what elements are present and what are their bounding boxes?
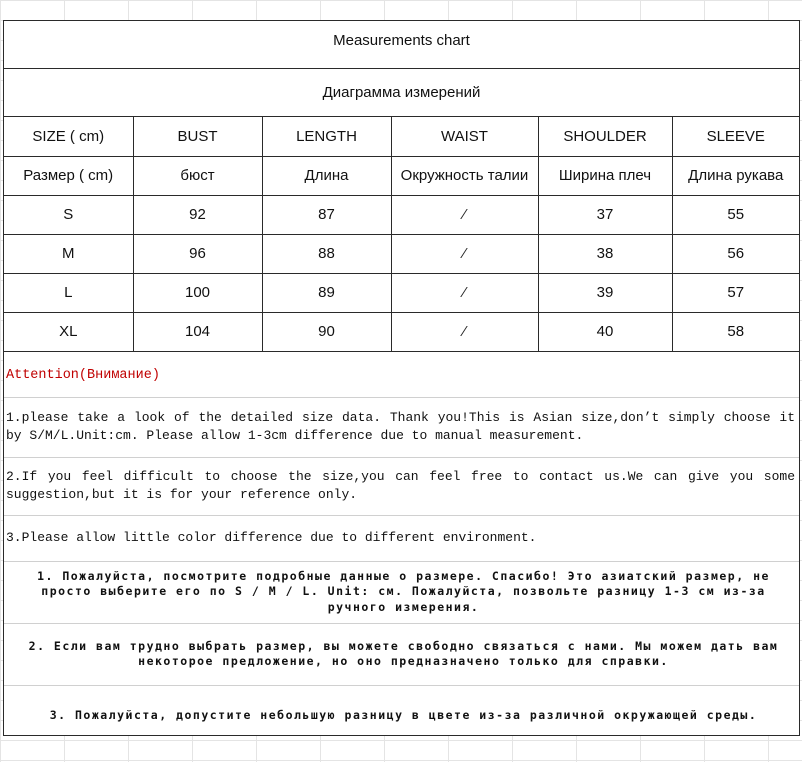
waist-cell: ⁄ bbox=[391, 195, 538, 234]
table-row bbox=[4, 312, 799, 351]
chart-title-en: Measurements chart bbox=[4, 21, 799, 69]
length-cell: 88 bbox=[262, 234, 391, 273]
header-size: SIZE ( cm) bbox=[4, 117, 133, 156]
note-en-3 bbox=[4, 516, 799, 562]
note-ru-2-text: 2. Если вам трудно выбрать размер, вы можете свободно связаться с нами. Мы можем дать вам некоторое предложение, но оно предназначено только для справки. bbox=[28, 638, 779, 668]
note-en-3-text: 3.Please allow little color difference due to different environment. bbox=[6, 530, 537, 545]
note-en-2-text: 2.If you feel difficult to choose the size,you can feel free to contact us.We can give you some suggestion,but it is for your reference only. bbox=[6, 469, 795, 502]
shoulder-cell: 37 bbox=[538, 195, 672, 234]
attention-heading: Attention(Внимание) bbox=[4, 352, 799, 398]
shoulder-cell: 38 bbox=[538, 234, 672, 273]
header-sleeve: SLEEVE bbox=[672, 117, 799, 156]
header-size-ru: Размер ( cm) bbox=[4, 156, 133, 195]
waist-cell: ⁄ bbox=[391, 234, 538, 273]
note-ru-2 bbox=[4, 624, 799, 686]
header-shoulder-ru: Ширина плеч bbox=[538, 156, 672, 195]
shoulder-cell: 40 bbox=[538, 312, 672, 351]
table-row bbox=[4, 234, 799, 273]
header-waist: WAIST bbox=[391, 117, 538, 156]
header-bust-ru: бюст bbox=[133, 156, 262, 195]
size-cell: M bbox=[4, 234, 133, 273]
length-cell: 87 bbox=[262, 195, 391, 234]
size-cell: L bbox=[4, 273, 133, 312]
header-shoulder: SHOULDER bbox=[538, 117, 672, 156]
length-cell: 90 bbox=[262, 312, 391, 351]
bust-cell: 92 bbox=[133, 195, 262, 234]
sleeve-cell: 55 bbox=[672, 195, 799, 234]
size-table bbox=[4, 117, 799, 352]
note-en-1 bbox=[4, 398, 799, 458]
note-ru-3-text: 3. Пожалуйста, допустите небольшую разницу в цвете из-за различной окружающей среды. bbox=[49, 707, 758, 722]
header-bust: BUST bbox=[133, 117, 262, 156]
sleeve-cell: 57 bbox=[672, 273, 799, 312]
size-cell: S bbox=[4, 195, 133, 234]
waist-cell: ⁄ bbox=[391, 312, 538, 351]
chart-title-ru: Диаграмма измерений bbox=[4, 69, 799, 117]
note-ru-1 bbox=[4, 562, 799, 624]
table-row bbox=[4, 273, 799, 312]
note-en-2 bbox=[4, 458, 799, 516]
table-row bbox=[4, 195, 799, 234]
measurements-sheet bbox=[3, 20, 800, 736]
header-row-ru bbox=[4, 156, 799, 195]
header-length-ru: Длина bbox=[262, 156, 391, 195]
size-cell: XL bbox=[4, 312, 133, 351]
note-en-1-text: 1.please take a look of the detailed size data. Thank you!This is Asian size,don’t simply choose it by S/M/L.Unit:cm. Please allow 1-3cm difference due to manual measurement. bbox=[6, 410, 795, 443]
header-waist-ru: Окружность талии bbox=[391, 156, 538, 195]
note-ru-3 bbox=[4, 686, 799, 746]
bust-cell: 100 bbox=[133, 273, 262, 312]
header-row-en bbox=[4, 117, 799, 156]
bust-cell: 104 bbox=[133, 312, 262, 351]
waist-cell: ⁄ bbox=[391, 273, 538, 312]
header-sleeve-ru: Длина рукава bbox=[672, 156, 799, 195]
sleeve-cell: 58 bbox=[672, 312, 799, 351]
bust-cell: 96 bbox=[133, 234, 262, 273]
length-cell: 89 bbox=[262, 273, 391, 312]
note-ru-1-text: 1. Пожалуйста, посмотрите подробные данные о размере. Спасибо! Это азиатский размер, не просто выберите его по S / M / L. Unit: см. Пожалуйста, позвольте разницу 1-3 см из-за ручного измерения. bbox=[37, 568, 770, 614]
shoulder-cell: 39 bbox=[538, 273, 672, 312]
sleeve-cell: 56 bbox=[672, 234, 799, 273]
header-length: LENGTH bbox=[262, 117, 391, 156]
